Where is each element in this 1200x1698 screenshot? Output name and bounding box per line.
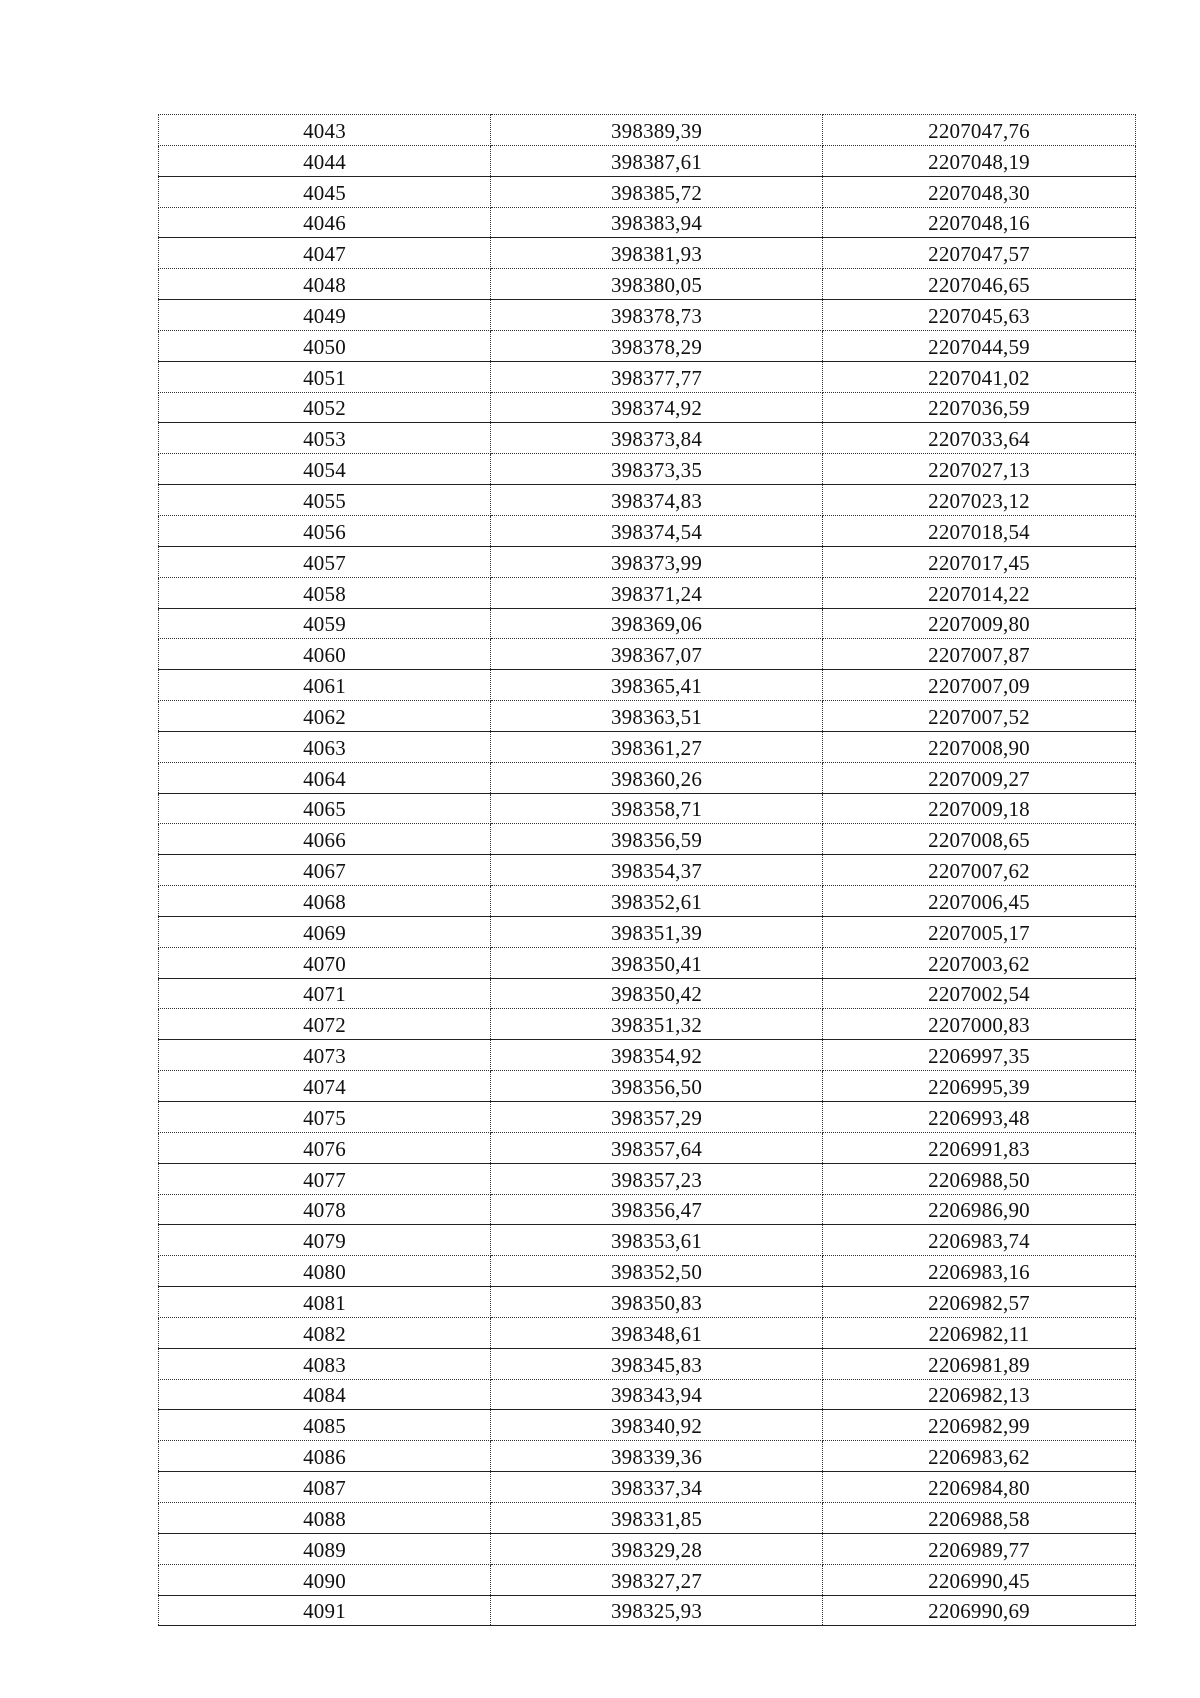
table-row: [159, 1441, 1136, 1472]
point-number-cell: 4057: [159, 546, 491, 577]
x-coordinate-cell: 398350,41: [491, 947, 823, 978]
y-coordinate-cell: 2206989,77: [823, 1533, 1136, 1564]
x-coordinate-cell: 398360,26: [491, 762, 823, 793]
table-row: [159, 762, 1136, 793]
table-row: [159, 485, 1136, 516]
table-row: [159, 1317, 1136, 1348]
x-coordinate-cell: 398377,77: [491, 361, 823, 392]
x-coordinate-cell: 398380,05: [491, 269, 823, 300]
x-coordinate-cell: 398374,92: [491, 392, 823, 423]
y-coordinate-cell: 2206982,13: [823, 1379, 1136, 1410]
y-coordinate-cell: 2207023,12: [823, 485, 1136, 516]
point-number-cell: 4071: [159, 978, 491, 1009]
y-coordinate-cell: 2207002,54: [823, 978, 1136, 1009]
point-number-cell: 4082: [159, 1317, 491, 1348]
y-coordinate-cell: 2207006,45: [823, 886, 1136, 917]
point-number-cell: 4065: [159, 793, 491, 824]
point-number-cell: 4055: [159, 485, 491, 516]
y-coordinate-cell: 2207041,02: [823, 361, 1136, 392]
point-number-cell: 4078: [159, 1194, 491, 1225]
table-row: [159, 855, 1136, 886]
x-coordinate-cell: 398371,24: [491, 577, 823, 608]
point-number-cell: 4075: [159, 1102, 491, 1133]
y-coordinate-cell: 2207007,52: [823, 701, 1136, 732]
x-coordinate-cell: 398378,73: [491, 300, 823, 331]
point-number-cell: 4089: [159, 1533, 491, 1564]
point-number-cell: 4073: [159, 1040, 491, 1071]
x-coordinate-cell: 398356,47: [491, 1194, 823, 1225]
point-number-cell: 4047: [159, 238, 491, 269]
point-number-cell: 4054: [159, 454, 491, 485]
point-number-cell: 4046: [159, 207, 491, 238]
table-row: [159, 515, 1136, 546]
point-number-cell: 4090: [159, 1564, 491, 1595]
point-number-cell: 4048: [159, 269, 491, 300]
y-coordinate-cell: 2206991,83: [823, 1132, 1136, 1163]
point-number-cell: 4058: [159, 577, 491, 608]
y-coordinate-cell: 2207007,87: [823, 639, 1136, 670]
x-coordinate-cell: 398345,83: [491, 1348, 823, 1379]
table-row: [159, 1040, 1136, 1071]
x-coordinate-cell: 398331,85: [491, 1502, 823, 1533]
point-number-cell: 4081: [159, 1287, 491, 1318]
point-number-cell: 4052: [159, 392, 491, 423]
table-row: [159, 916, 1136, 947]
y-coordinate-cell: 2207009,27: [823, 762, 1136, 793]
table-row: [159, 731, 1136, 762]
point-number-cell: 4044: [159, 145, 491, 176]
point-number-cell: 4045: [159, 176, 491, 207]
x-coordinate-cell: 398357,23: [491, 1163, 823, 1194]
point-number-cell: 4051: [159, 361, 491, 392]
x-coordinate-cell: 398354,37: [491, 855, 823, 886]
x-coordinate-cell: 398361,27: [491, 731, 823, 762]
y-coordinate-cell: 2207036,59: [823, 392, 1136, 423]
y-coordinate-cell: 2206993,48: [823, 1102, 1136, 1133]
x-coordinate-cell: 398340,92: [491, 1410, 823, 1441]
table-row: [159, 238, 1136, 269]
table-row: [159, 608, 1136, 639]
point-number-cell: 4083: [159, 1348, 491, 1379]
table-row: [159, 1009, 1136, 1040]
point-number-cell: 4060: [159, 639, 491, 670]
y-coordinate-cell: 2207017,45: [823, 546, 1136, 577]
point-number-cell: 4091: [159, 1595, 491, 1626]
x-coordinate-cell: 398356,50: [491, 1071, 823, 1102]
y-coordinate-cell: 2206983,74: [823, 1225, 1136, 1256]
y-coordinate-cell: 2207009,80: [823, 608, 1136, 639]
point-number-cell: 4043: [159, 115, 491, 146]
table-row: [159, 639, 1136, 670]
x-coordinate-cell: 398339,36: [491, 1441, 823, 1472]
y-coordinate-cell: 2207047,76: [823, 115, 1136, 146]
table-row: [159, 207, 1136, 238]
x-coordinate-cell: 398348,61: [491, 1317, 823, 1348]
x-coordinate-cell: 398363,51: [491, 701, 823, 732]
point-number-cell: 4061: [159, 670, 491, 701]
point-number-cell: 4079: [159, 1225, 491, 1256]
y-coordinate-cell: 2206988,50: [823, 1163, 1136, 1194]
y-coordinate-cell: 2207048,19: [823, 145, 1136, 176]
point-number-cell: 4050: [159, 330, 491, 361]
y-coordinate-cell: 2207046,65: [823, 269, 1136, 300]
point-number-cell: 4087: [159, 1472, 491, 1503]
table-row: [159, 423, 1136, 454]
point-number-cell: 4064: [159, 762, 491, 793]
x-coordinate-cell: 398385,72: [491, 176, 823, 207]
y-coordinate-cell: 2207007,09: [823, 670, 1136, 701]
y-coordinate-cell: 2206995,39: [823, 1071, 1136, 1102]
point-number-cell: 4084: [159, 1379, 491, 1410]
y-coordinate-cell: 2207027,13: [823, 454, 1136, 485]
point-number-cell: 4049: [159, 300, 491, 331]
table-row: [159, 1472, 1136, 1503]
x-coordinate-cell: 398343,94: [491, 1379, 823, 1410]
table-row: [159, 1256, 1136, 1287]
table-row: [159, 947, 1136, 978]
point-number-cell: 4077: [159, 1163, 491, 1194]
x-coordinate-cell: 398352,50: [491, 1256, 823, 1287]
point-number-cell: 4086: [159, 1441, 491, 1472]
x-coordinate-cell: 398378,29: [491, 330, 823, 361]
table-row: [159, 330, 1136, 361]
y-coordinate-cell: 2207048,30: [823, 176, 1136, 207]
y-coordinate-cell: 2207007,62: [823, 855, 1136, 886]
x-coordinate-cell: 398381,93: [491, 238, 823, 269]
table-row: [159, 1163, 1136, 1194]
table-row: [159, 454, 1136, 485]
y-coordinate-cell: 2206988,58: [823, 1502, 1136, 1533]
coordinates-table-body: [159, 115, 1136, 1626]
table-row: [159, 1348, 1136, 1379]
x-coordinate-cell: 398337,34: [491, 1472, 823, 1503]
x-coordinate-cell: 398352,61: [491, 886, 823, 917]
x-coordinate-cell: 398373,84: [491, 423, 823, 454]
table-row: [159, 1287, 1136, 1318]
x-coordinate-cell: 398325,93: [491, 1595, 823, 1626]
point-number-cell: 4088: [159, 1502, 491, 1533]
point-number-cell: 4062: [159, 701, 491, 732]
point-number-cell: 4070: [159, 947, 491, 978]
point-number-cell: 4080: [159, 1256, 491, 1287]
table-row: [159, 1132, 1136, 1163]
table-row: [159, 1102, 1136, 1133]
x-coordinate-cell: 398357,29: [491, 1102, 823, 1133]
y-coordinate-cell: 2207044,59: [823, 330, 1136, 361]
y-coordinate-cell: 2207033,64: [823, 423, 1136, 454]
x-coordinate-cell: 398327,27: [491, 1564, 823, 1595]
y-coordinate-cell: 2206984,80: [823, 1472, 1136, 1503]
y-coordinate-cell: 2207014,22: [823, 577, 1136, 608]
y-coordinate-cell: 2207018,54: [823, 515, 1136, 546]
point-number-cell: 4085: [159, 1410, 491, 1441]
point-number-cell: 4067: [159, 855, 491, 886]
x-coordinate-cell: 398353,61: [491, 1225, 823, 1256]
x-coordinate-cell: 398365,41: [491, 670, 823, 701]
table-row: [159, 978, 1136, 1009]
table-row: [159, 1595, 1136, 1626]
y-coordinate-cell: 2206997,35: [823, 1040, 1136, 1071]
point-number-cell: 4059: [159, 608, 491, 639]
table-row: [159, 145, 1136, 176]
x-coordinate-cell: 398373,99: [491, 546, 823, 577]
y-coordinate-cell: 2206983,16: [823, 1256, 1136, 1287]
y-coordinate-cell: 2206982,11: [823, 1317, 1136, 1348]
table-row: [159, 670, 1136, 701]
table-row: [159, 886, 1136, 917]
x-coordinate-cell: 398374,83: [491, 485, 823, 516]
y-coordinate-cell: 2207047,57: [823, 238, 1136, 269]
point-number-cell: 4074: [159, 1071, 491, 1102]
table-row: [159, 361, 1136, 392]
x-coordinate-cell: 398389,39: [491, 115, 823, 146]
table-row: [159, 300, 1136, 331]
x-coordinate-cell: 398369,06: [491, 608, 823, 639]
x-coordinate-cell: 398374,54: [491, 515, 823, 546]
y-coordinate-cell: 2207005,17: [823, 916, 1136, 947]
table-row: [159, 115, 1136, 146]
y-coordinate-cell: 2207008,65: [823, 824, 1136, 855]
table-row: [159, 1379, 1136, 1410]
y-coordinate-cell: 2206986,90: [823, 1194, 1136, 1225]
point-number-cell: 4053: [159, 423, 491, 454]
table-row: [159, 176, 1136, 207]
x-coordinate-cell: 398358,71: [491, 793, 823, 824]
table-row: [159, 392, 1136, 423]
x-coordinate-cell: 398387,61: [491, 145, 823, 176]
point-number-cell: 4068: [159, 886, 491, 917]
table-row: [159, 269, 1136, 300]
point-number-cell: 4063: [159, 731, 491, 762]
x-coordinate-cell: 398351,39: [491, 916, 823, 947]
table-row: [159, 1194, 1136, 1225]
table-row: [159, 1564, 1136, 1595]
table-row: [159, 577, 1136, 608]
table-row: [159, 1502, 1136, 1533]
y-coordinate-cell: 2206981,89: [823, 1348, 1136, 1379]
point-number-cell: 4072: [159, 1009, 491, 1040]
x-coordinate-cell: 398367,07: [491, 639, 823, 670]
x-coordinate-cell: 398357,64: [491, 1132, 823, 1163]
point-number-cell: 4069: [159, 916, 491, 947]
table-row: [159, 824, 1136, 855]
x-coordinate-cell: 398373,35: [491, 454, 823, 485]
point-number-cell: 4076: [159, 1132, 491, 1163]
table-row: [159, 1225, 1136, 1256]
y-coordinate-cell: 2206990,45: [823, 1564, 1136, 1595]
y-coordinate-cell: 2207048,16: [823, 207, 1136, 238]
x-coordinate-cell: 398350,83: [491, 1287, 823, 1318]
table-row: [159, 1410, 1136, 1441]
y-coordinate-cell: 2206990,69: [823, 1595, 1136, 1626]
y-coordinate-cell: 2207009,18: [823, 793, 1136, 824]
table-row: [159, 1533, 1136, 1564]
x-coordinate-cell: 398329,28: [491, 1533, 823, 1564]
y-coordinate-cell: 2206983,62: [823, 1441, 1136, 1472]
table-row: [159, 793, 1136, 824]
y-coordinate-cell: 2206982,57: [823, 1287, 1136, 1318]
x-coordinate-cell: 398354,92: [491, 1040, 823, 1071]
table-row: [159, 1071, 1136, 1102]
y-coordinate-cell: 2207008,90: [823, 731, 1136, 762]
point-number-cell: 4066: [159, 824, 491, 855]
x-coordinate-cell: 398383,94: [491, 207, 823, 238]
y-coordinate-cell: 2207000,83: [823, 1009, 1136, 1040]
coordinates-table: [158, 114, 1136, 1626]
point-number-cell: 4056: [159, 515, 491, 546]
x-coordinate-cell: 398356,59: [491, 824, 823, 855]
table-row: [159, 546, 1136, 577]
table-row: [159, 701, 1136, 732]
x-coordinate-cell: 398351,32: [491, 1009, 823, 1040]
y-coordinate-cell: 2207045,63: [823, 300, 1136, 331]
y-coordinate-cell: 2206982,99: [823, 1410, 1136, 1441]
y-coordinate-cell: 2207003,62: [823, 947, 1136, 978]
x-coordinate-cell: 398350,42: [491, 978, 823, 1009]
